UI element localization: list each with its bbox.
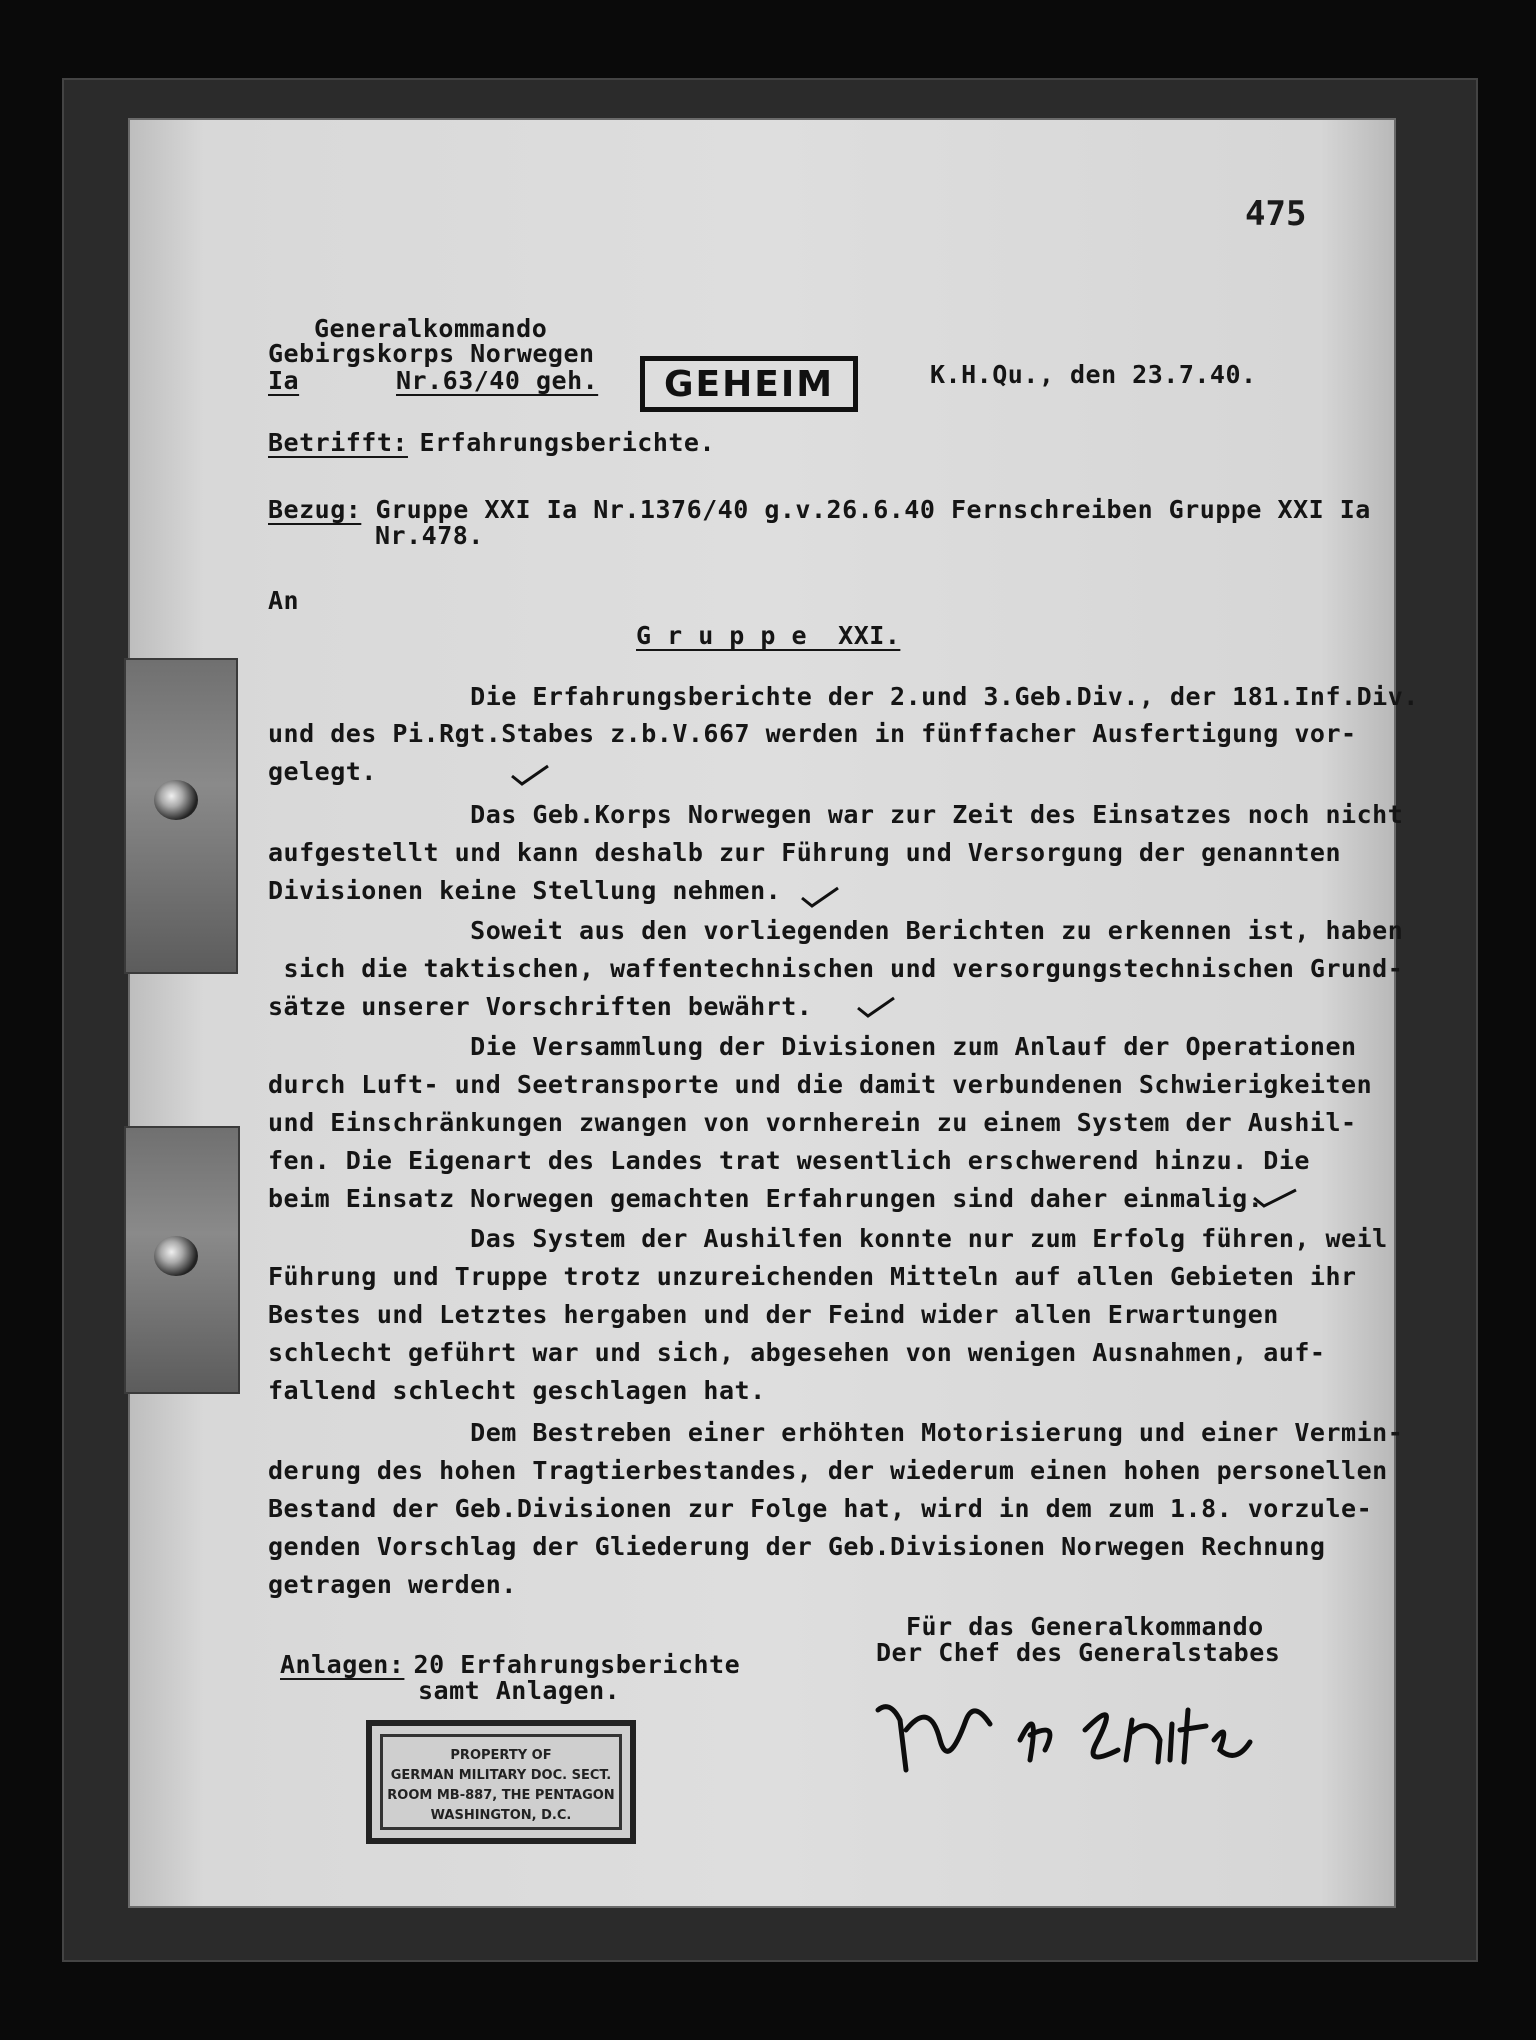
body-line: Die Erfahrungsberichte der 2.und 3.Geb.Div., der 181.Inf.Div. xyxy=(268,682,1419,711)
body-line: derung des hohen Tragtierbestandes, der wiederum einen hohen personellen xyxy=(268,1456,1388,1485)
body-line: Bestes und Letztes hergaben und der Feind wider allen Erwartungen xyxy=(268,1300,1279,1329)
body-line: sich die taktischen, waffentechnischen und versorgungstechnischen Grund- xyxy=(268,954,1404,983)
closing-line-1: Für das Generalkommando xyxy=(906,1612,1264,1641)
rivet-icon xyxy=(154,780,198,820)
addressee-to: An xyxy=(268,586,300,615)
body-line: fallend schlecht geschlagen hat. xyxy=(268,1376,766,1405)
header-corps: Gebirgskorps Norwegen xyxy=(268,339,595,368)
header-office: Generalkommando xyxy=(314,314,548,343)
place-date: K.H.Qu., den 23.7.40. xyxy=(930,360,1257,389)
property-stamp xyxy=(366,1720,636,1844)
check-mark-icon xyxy=(510,762,550,788)
binding-tab-upper xyxy=(124,658,238,974)
reference-text-1: Gruppe XXI Ia Nr.1376/40 g.v.26.6.40 Fernschreiben Gruppe XXI Ia xyxy=(360,495,1371,524)
body-line: Soweit aus den vorliegenden Berichten zu erkennen ist, haben xyxy=(268,916,1404,945)
body-line: genden Vorschlag der Gliederung der Geb.Divisionen Norwegen Rechnung xyxy=(268,1532,1326,1561)
addressee-recipient: G r u p p e XXI. xyxy=(636,621,901,650)
attachments-label: Anlagen: xyxy=(280,1650,405,1679)
check-mark-icon xyxy=(1252,1184,1298,1210)
header-file-number: Nr.63/40 geh. xyxy=(396,366,599,395)
header-ia: Ia xyxy=(268,366,300,395)
stamp-line-1: PROPERTY OF xyxy=(450,1748,552,1763)
binding-tab-lower xyxy=(124,1126,240,1394)
body-line: durch Luft- und Seetransporte und die damit verbundenen Schwierigkeiten xyxy=(268,1070,1373,1099)
body-line: Das System der Aushilfen konnte nur zum Erfolg führen, weil xyxy=(268,1224,1388,1253)
handwritten-signature xyxy=(870,1680,1290,1790)
stamp-line-2: GERMAN MILITARY DOC. SECT. xyxy=(390,1768,612,1783)
classification-stamp: GEHEIM xyxy=(640,356,858,412)
body-line: aufgestellt und kann deshalb zur Führung und Versorgung der genannten xyxy=(268,838,1342,867)
reference-text-2: Nr.478. xyxy=(375,521,484,550)
attachments-line-2: samt Anlagen. xyxy=(418,1676,621,1705)
body-line: schlecht geführt war und sich, abgesehen von wenigen Ausnahmen, auf- xyxy=(268,1338,1326,1367)
page-number: 475 xyxy=(1245,194,1307,234)
body-line: Divisionen keine Stellung nehmen. xyxy=(268,876,782,905)
attachments-line-1: 20 Erfahrungsberichte xyxy=(398,1650,741,1679)
body-line: sätze unserer Vorschriften bewährt. xyxy=(268,992,813,1021)
closing-line-2: Der Chef des Generalstabes xyxy=(876,1638,1281,1667)
body-line: Das Geb.Korps Norwegen war zur Zeit des Einsatzes noch nicht xyxy=(268,800,1404,829)
body-line: fen. Die Eigenart des Landes trat wesentlich erschwerend hinzu. Die xyxy=(268,1146,1310,1175)
body-line: getragen werden. xyxy=(268,1570,517,1599)
body-line: Die Versammlung der Divisionen zum Anlauf der Operationen xyxy=(268,1032,1357,1061)
subject-label: Betrifft: xyxy=(268,428,408,457)
stamp-line-3: ROOM MB-887, THE PENTAGON xyxy=(387,1788,615,1803)
check-mark-icon xyxy=(800,884,840,910)
reference-label: Bezug: xyxy=(268,495,362,524)
body-line: Bestand der Geb.Divisionen zur Folge hat, wird in dem zum 1.8. vorzule- xyxy=(268,1494,1373,1523)
body-line: gelegt. xyxy=(268,757,377,786)
body-line: Dem Bestreben einer erhöhten Motorisierung und einer Vermin- xyxy=(268,1418,1404,1447)
subject-text: Erfahrungsberichte. xyxy=(404,428,716,457)
body-line: und des Pi.Rgt.Stabes z.b.V.667 werden in fünffacher Ausfertigung vor- xyxy=(268,719,1357,748)
body-line: beim Einsatz Norwegen gemachten Erfahrungen sind daher einmalig. xyxy=(268,1184,1264,1213)
check-mark-icon xyxy=(856,994,896,1020)
body-line: Führung und Truppe trotz unzureichenden Mitteln auf allen Gebieten ihr xyxy=(268,1262,1357,1291)
body-line: und Einschränkungen zwangen von vornherein zu einem System der Aushil- xyxy=(268,1108,1357,1137)
rivet-icon xyxy=(154,1236,198,1276)
stamp-line-4: WASHINGTON, D.C. xyxy=(430,1808,572,1823)
